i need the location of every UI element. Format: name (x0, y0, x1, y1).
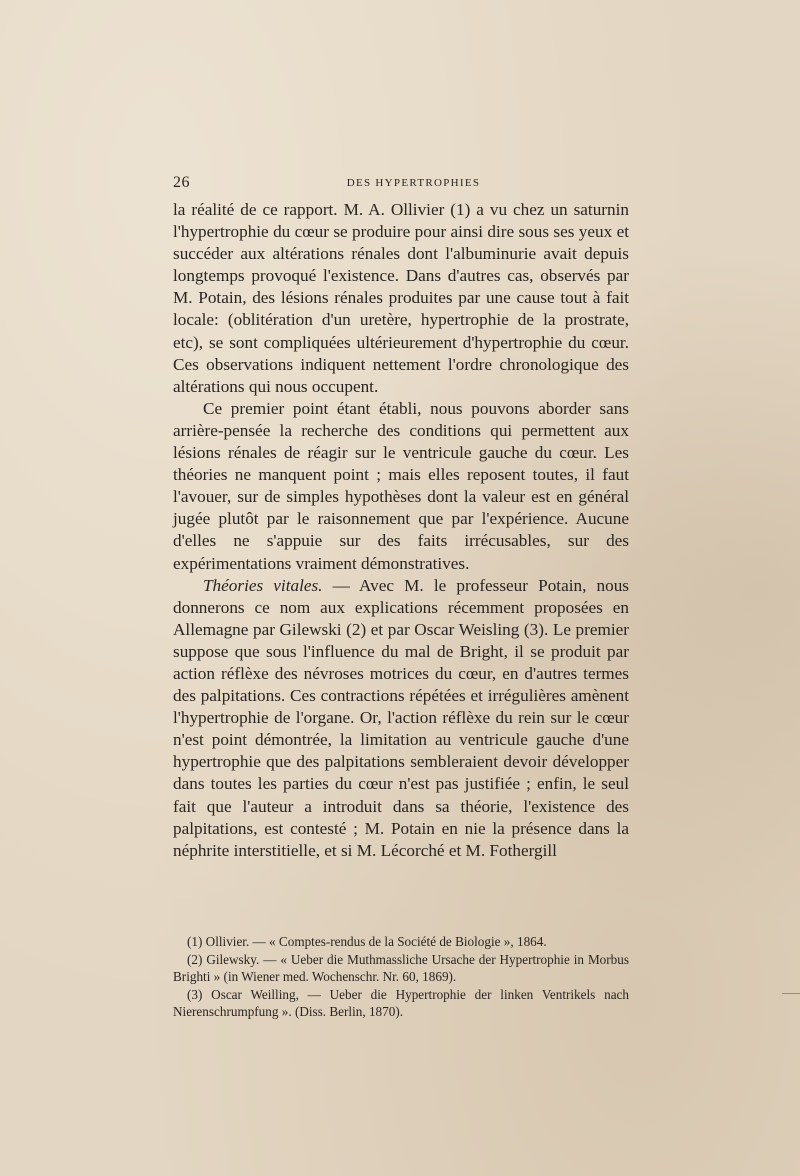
paragraph-vital-theories (173, 575, 629, 862)
footnotes (173, 933, 629, 1021)
section-heading-vital-theories: Théories vitales. (203, 575, 323, 595)
footnote-1: (1) Ollivier. — « Comptes-rendus de la Société de Biologie », 1864. (187, 934, 547, 949)
page-edge-mark (782, 993, 800, 994)
page-number: 26 (173, 174, 190, 191)
vital-theories-text: — Avec M. le professeur Potain, nous donnerons ce nom aux explications récemment proposées en Allemagne par Gilewski (2) et par Oscar Weisling (3). Le premier suppose que sous l'influence du mal de Bright, il se produit par action réflèxe des névroses motrices du cœur, en d'autres termes des palpitations. Ces contractions répétées et irrégulières amènent l'hypertrophie de l'organe. Or, l'action réflèxe du rein sur le cœur n'est point démontrée, la limitation au ventricule gauche d'une hypertrophie que des palpitations sembleraient devoir développer dans toutes les parties du cœur n'est pas justifiée ; enfin, le seul fait que l'auteur a introduit dans sa théorie, l'existence des palpitations, est contesté ; M. Potain en nie la présence dans la néphrite interstitielle, et si M. Lécorché et M. Fothergill (173, 575, 629, 860)
running-head (173, 174, 628, 194)
body-text (173, 199, 629, 862)
running-title: DES HYPERTROPHIES (346, 177, 481, 189)
paragraph-first-point: Ce premier point étant établi, nous pouvons aborder sans arrière-pensée la recherche des conditions qui permettent aux lésions rénales de réagir sur le ventricule gauche du cœur. Les théories ne manquent point ; mais elles reposent toutes, il faut l'avouer, sur de simples hypothèses dont la valeur est en général jugée plutôt par le raisonnement que par l'expérience. Aucune d'elles ne s'appuie sur des faits irrécusables, sur des expérimentations vraiment démonstratives. (173, 398, 629, 573)
paragraph-continuation: la réalité de ce rapport. M. A. Ollivier (1) a vu chez un saturnin l'hypertrophie du cœur se produire pour ainsi dire sous ses yeux et succéder aux altérations rénales dont l'albuminurie avait depuis longtemps provoqué l'existence. Dans d'autres cas, observés par M. Potain, des lésions rénales produites par une cause tout à fait locale: (oblitération d'un uretère, hypertrophie de la prostrate, etc), se sont compliquées ultérieurement d'hypertrophie du cœur. Ces observations indiquent nettement l'ordre chronologique des altérations qui nous occupent. (173, 200, 629, 396)
footnote-2: (2) Gilewsky. — « Ueber die Muthmassliche Ursache der Hypertrophie in Morbus Brighti » (in Wiener med. Wochenschr. Nr. 60, 1869). (173, 951, 629, 984)
footnote-3: (3) Oscar Weilling, — Ueber die Hypertrophie der linken Ventrikels nach Nierenschrumpfung ». (Diss. Berlin, 1870). (173, 986, 629, 1019)
